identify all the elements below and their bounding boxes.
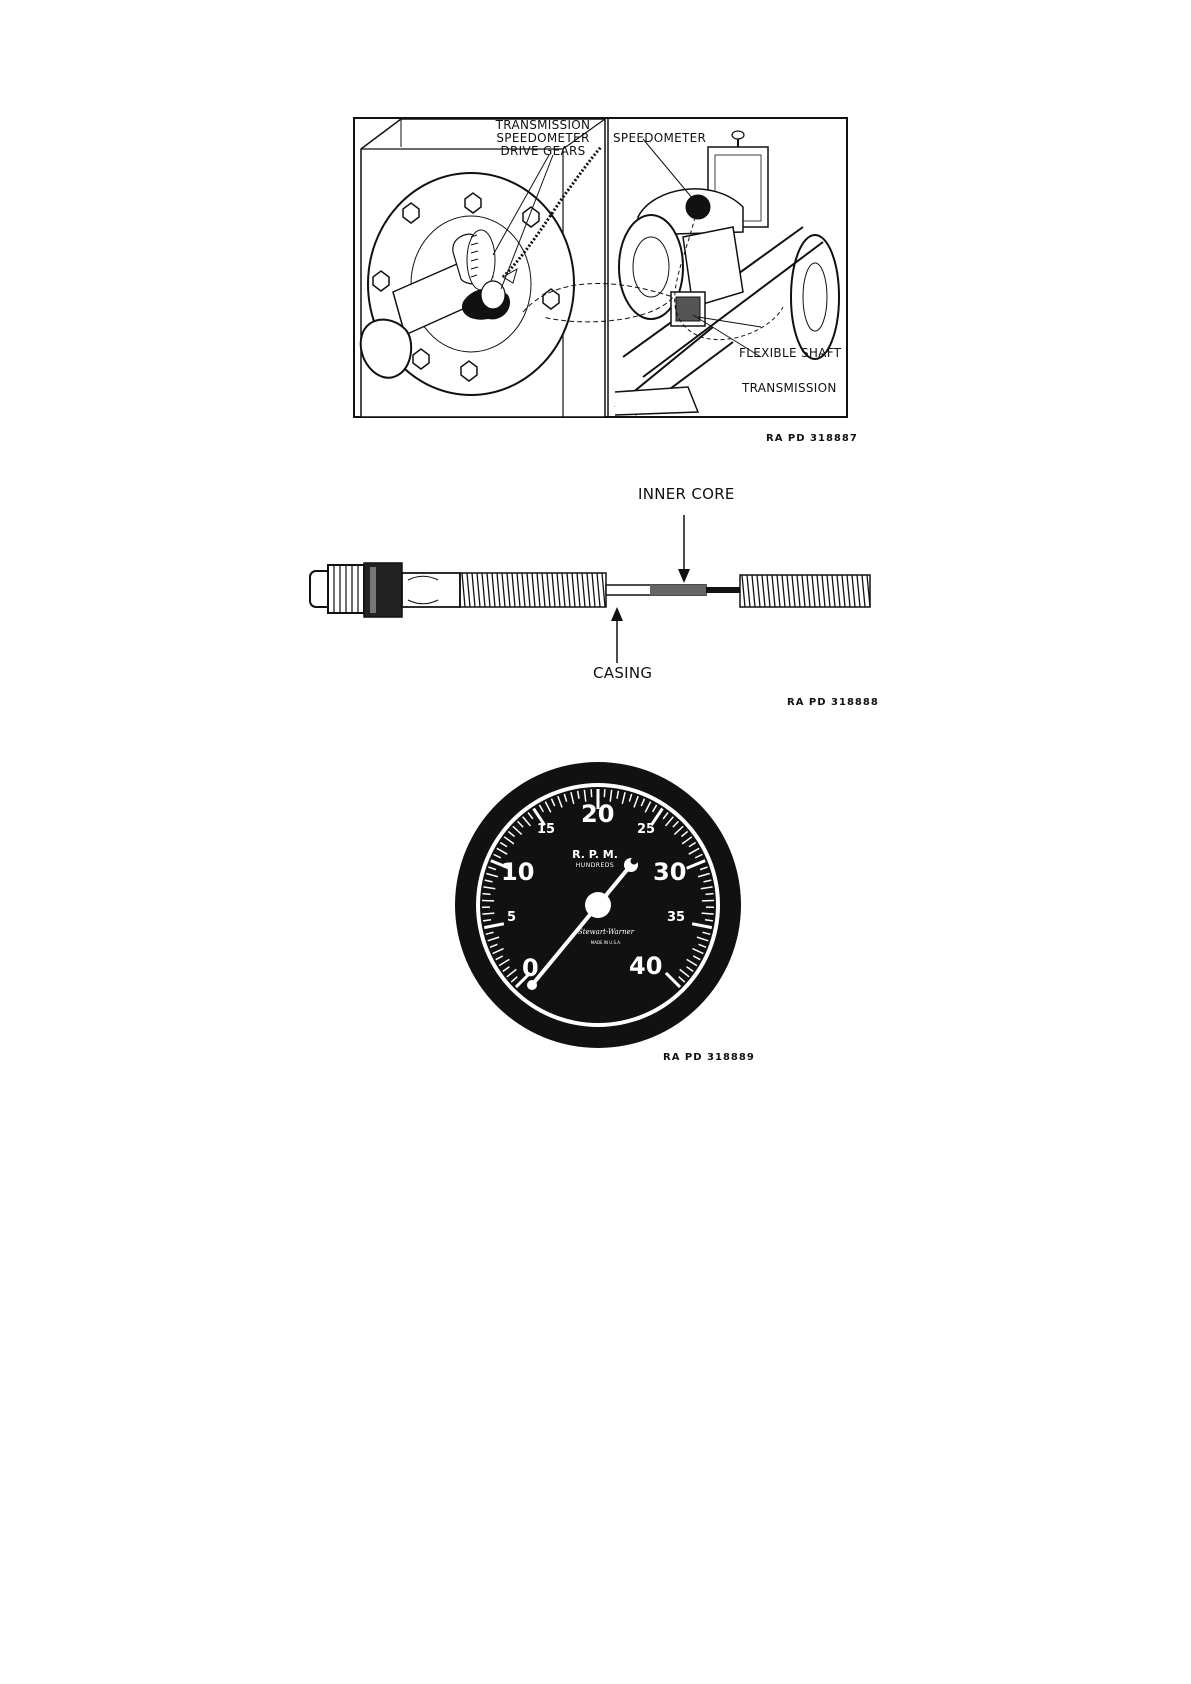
casing-coil [587, 573, 590, 607]
dial-tick [482, 913, 494, 914]
dial-maker-line2: MADE IN U.S.A. [590, 940, 622, 945]
casing-coil [857, 575, 860, 607]
casing-coil [807, 575, 810, 607]
casing-coil [827, 575, 830, 607]
casing-coil [817, 575, 820, 607]
casing-coil [792, 575, 795, 607]
label-inner-core: INNER CORE [638, 485, 735, 503]
label-drive-gears-line1: TRANSMISSION [495, 118, 591, 132]
casing-coil [502, 573, 505, 607]
casing-coil [462, 573, 465, 607]
casing-coil [592, 573, 595, 607]
casing-coil [852, 575, 855, 607]
casing-coil [537, 573, 540, 607]
casing-coil [772, 575, 775, 607]
casing-coil [782, 575, 785, 607]
figure-2-caption: RA PD 318888 [787, 697, 879, 708]
casing-coil [832, 575, 835, 607]
casing-coil [762, 575, 765, 607]
label-drive-gears-line2: SPEEDOMETER [496, 131, 590, 145]
casing-coil [742, 575, 745, 607]
casing-coil [582, 573, 585, 607]
dial-major-label-40: 40 [629, 952, 663, 980]
label-speedometer: SPEEDOMETER [613, 131, 707, 145]
flexible-shaft-drawing [310, 485, 900, 685]
casing-coil [572, 573, 575, 607]
dial-minor-label-15: 15 [537, 822, 556, 837]
casing-coil [547, 573, 550, 607]
casing-coil [497, 573, 500, 607]
casing-coil [602, 573, 605, 607]
figure-1-illustration [353, 117, 848, 418]
casing-coil [837, 575, 840, 607]
casing-coil [752, 575, 755, 607]
casing-coil [842, 575, 845, 607]
label-flexible-shaft: FLEXIBLE SHAFT [739, 346, 842, 360]
casing-coil [812, 575, 815, 607]
label-transmission: TRANSMISSION [742, 381, 837, 395]
dial-unit-line2: HUNDREDS [575, 862, 615, 869]
dial-tick [702, 913, 714, 914]
casing-coil [552, 573, 555, 607]
dial-major-label-10: 10 [501, 858, 535, 886]
casing-coil [802, 575, 805, 607]
casing-coil [767, 575, 770, 607]
transmission-housing-drawing [361, 119, 605, 417]
casing-coil [487, 573, 490, 607]
casing-coil [482, 573, 485, 607]
casing-coil [522, 573, 525, 607]
casing-coil [467, 573, 470, 607]
dial-tick [705, 894, 713, 895]
casing-coil [567, 573, 570, 607]
label-casing: CASING [593, 664, 653, 682]
figure-2 [310, 485, 900, 685]
dial-major-label-0: 0 [522, 954, 539, 982]
figure-3 [453, 760, 743, 1050]
casing-coil [542, 573, 545, 607]
casing-coil [527, 573, 530, 607]
casing-coil [797, 575, 800, 607]
casing-coil [597, 573, 600, 607]
figure-3-caption: RA PD 318889 [663, 1052, 755, 1063]
label-drive-gears-line3: DRIVE GEARS [500, 144, 586, 158]
casing-coil [507, 573, 510, 607]
dial-unit-line1: R. P. M. [572, 848, 618, 861]
dial-major-label-30: 30 [653, 858, 687, 886]
dial-minor-label-35: 35 [667, 910, 686, 925]
casing-coil [517, 573, 520, 607]
dial-major-label-20: 20 [581, 800, 615, 828]
casing-coil [787, 575, 790, 607]
casing-coil [757, 575, 760, 607]
casing-coil [747, 575, 750, 607]
figure-1-caption: RA PD 318887 [766, 433, 858, 444]
casing-coil [557, 573, 560, 607]
figure-1 [353, 117, 848, 418]
casing-coil [472, 573, 475, 607]
casing-coil [512, 573, 515, 607]
casing-coil [862, 575, 865, 607]
dial-maker-line1: Stewart-Warner [577, 928, 635, 936]
casing-coil [777, 575, 780, 607]
casing-coil [562, 573, 565, 607]
casing-coil [577, 573, 580, 607]
casing-coil [847, 575, 850, 607]
casing-coil [477, 573, 480, 607]
dial-minor-label-5: 5 [507, 910, 517, 925]
casing-coil [822, 575, 825, 607]
casing-coil [492, 573, 495, 607]
dial-tick [483, 894, 491, 895]
dial-minor-label-25: 25 [637, 822, 656, 837]
casing-coil [532, 573, 535, 607]
